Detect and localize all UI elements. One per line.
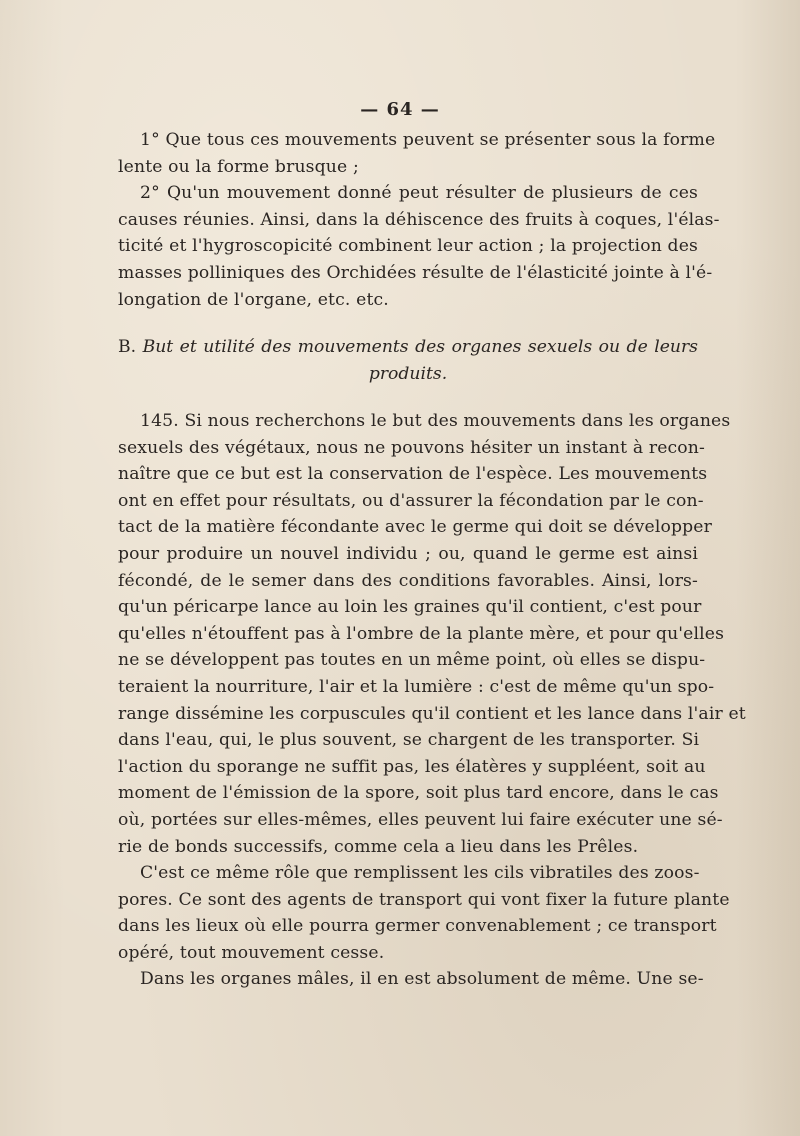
text-line: causes réunies. Ainsi, dans la déhiscence des fruits à coques, l'élas- (118, 209, 720, 230)
text-line: rie de bonds successifs, comme cela a lieu dans les Prêles. (118, 836, 639, 857)
text-line: range dissémine les corpuscules qu'il contient et les lance dans l'air et (118, 703, 746, 724)
text-line: 145. Si nous recherchons le but des mouvements dans les organes (140, 411, 731, 431)
text-line: 1° Que tous ces mouvements peuvent se présenter sous la forme (140, 130, 716, 150)
section-heading-line (118, 334, 698, 361)
text-line: fécondé, de le semer dans des conditions favorables. Ainsi, lors- (118, 570, 698, 591)
text-line: C'est ce même rôle que remplissent les cils vibratiles des zoos- (140, 863, 700, 884)
section-heading (118, 334, 698, 387)
text-line: 2° Qu'un mouvement donné peut résulter de plusieurs de ces (140, 183, 698, 204)
text-line: longation de l'organe, etc. etc. (118, 289, 389, 310)
text-line: qu'elles n'étouffent pas à l'ombre de la plante mère, et pour qu'elles (118, 623, 725, 644)
text-line: l'action du sporange ne suffit pas, les élatères y suppléent, soit au (118, 756, 706, 777)
text-line: tact de la matière fécondante avec le germe qui doit se développer (118, 517, 712, 538)
text-line: opéré, tout mouvement cesse. (118, 942, 385, 963)
text-line: ne se développent pas toutes en un même point, où elles se dispu- (118, 650, 706, 671)
text-line: ticité et l'hygroscopicité combinent leur action ; la projection des (118, 236, 698, 257)
text-line: où, portées sur elles-mêmes, elles peuvent lui faire exécuter une sé- (118, 809, 723, 830)
text-line: pores. Ce sont des agents de transport qui vont fixer la future plante (118, 889, 730, 910)
text-line: dans les lieux où elle pourra germer convenablement ; ce transport (118, 916, 717, 937)
text-line: qu'un péricarpe lance au loin les graines qu'il contient, c'est pour (118, 597, 702, 618)
text-line: sexuels des végétaux, nous ne pouvons hésiter un instant à recon- (118, 437, 705, 458)
text-line: ont en effet pour résultats, ou d'assurer la fécondation par le con- (118, 490, 704, 511)
text-line: naître que ce but est la conservation de l'espèce. Les mouvements (118, 464, 708, 485)
section-marker: B. (118, 337, 137, 357)
text-line: lente ou la forme brusque ; (118, 156, 359, 177)
intro-paragraphs (118, 127, 720, 313)
text-line: Dans les organes mâles, il en est absolument de même. Une se- (140, 969, 704, 990)
body-paragraphs (118, 408, 746, 993)
text-line: dans l'eau, qui, le plus souvent, se chargent de les transporter. Si (118, 730, 700, 751)
text-line: masses polliniques des Orchidées résulte de l'élasticité jointe à l'é- (118, 262, 713, 283)
text-line: teraient la nourriture, l'air et la lumière : c'est de même qu'un spo- (118, 676, 715, 697)
text-line: moment de l'émission de la spore, soit plus tard encore, dans le cas (118, 783, 719, 804)
section-title: But et utilité des mouvements des organes sexuels ou de leurs (142, 337, 698, 357)
section-title-continued: produits. (368, 363, 448, 384)
text-line: pour produire un nouvel individu ; ou, quand le germe est ainsi (118, 543, 698, 564)
page-number: — 64 — (360, 99, 440, 120)
